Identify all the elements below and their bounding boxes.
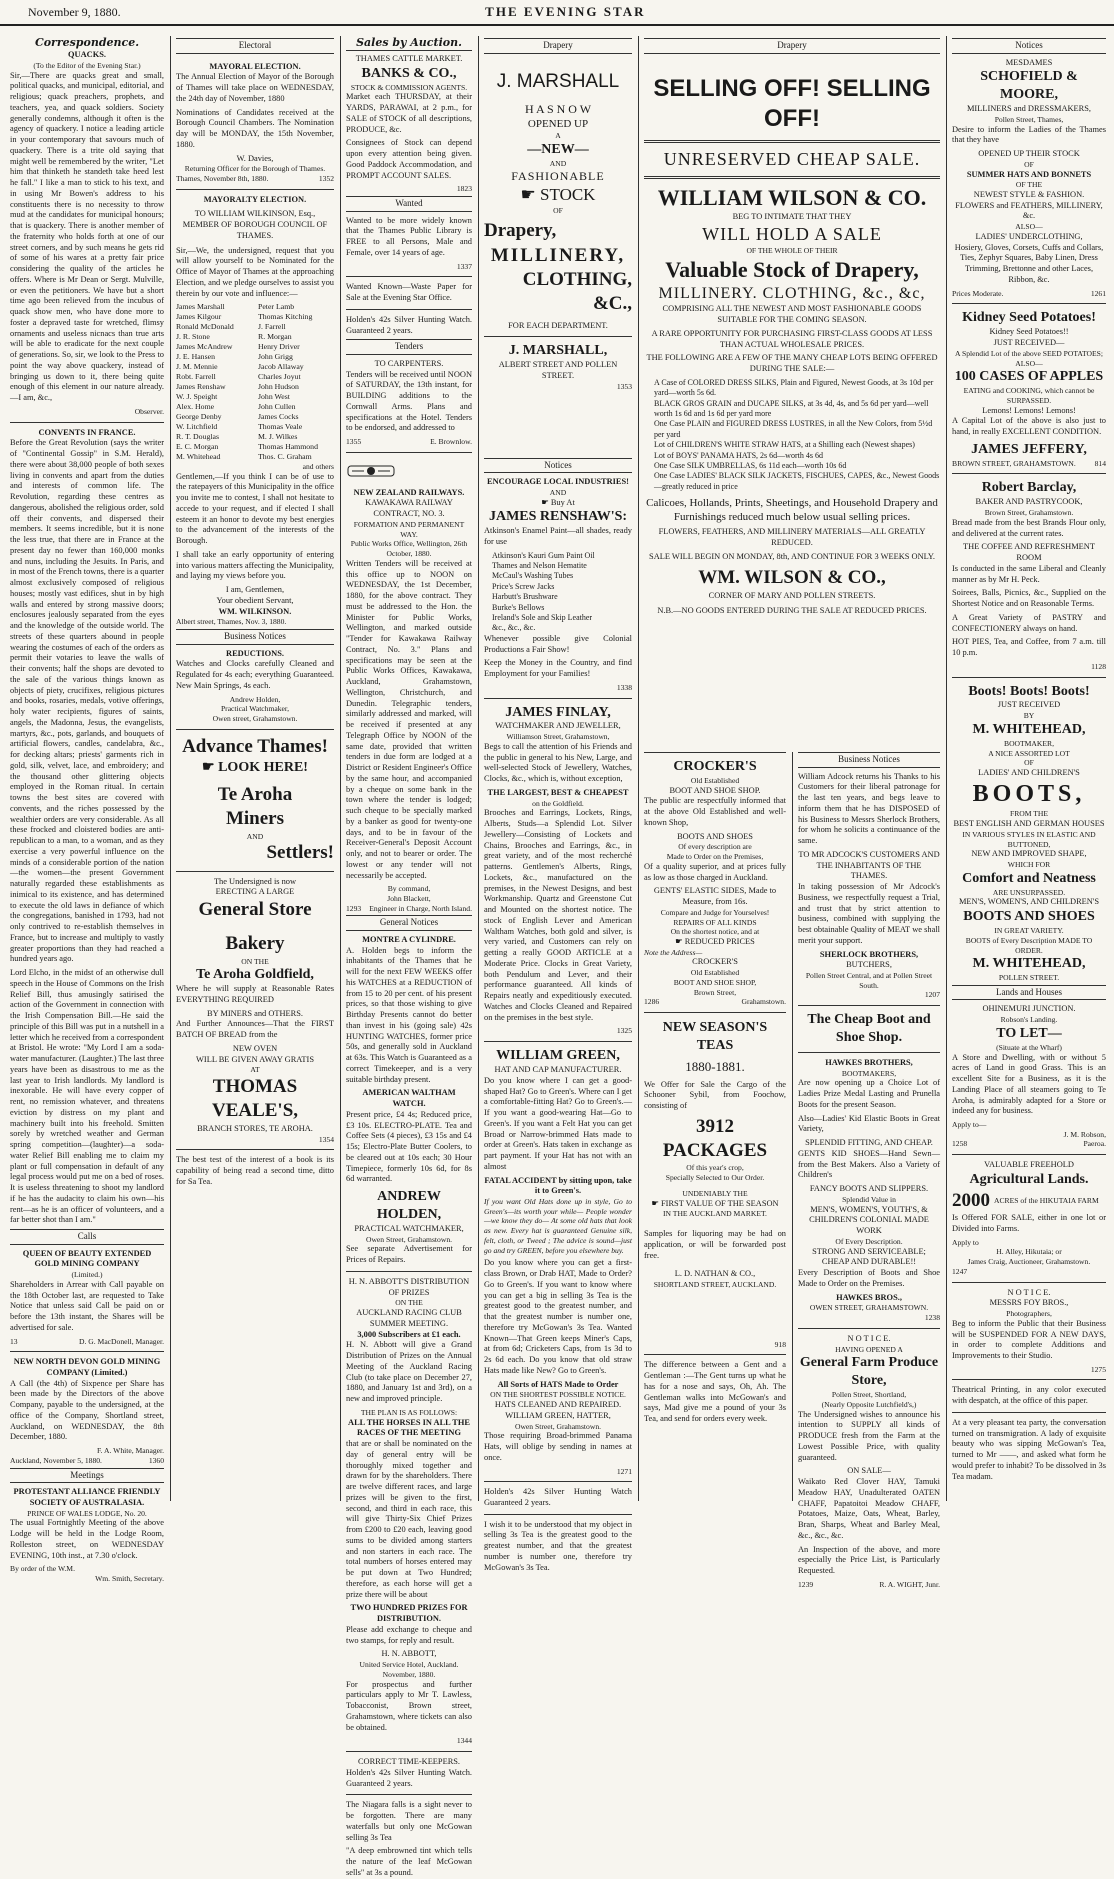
sale-lot-item: Lot of CHILDREN'S WHITE STRAW HATS, at a Shilling each (Newest shapes) bbox=[654, 440, 915, 450]
section-heading: Business Notices bbox=[176, 629, 334, 645]
signatory-name: Thos. C. Graham bbox=[258, 451, 312, 461]
signatory-name: John Hudson bbox=[258, 382, 299, 392]
look-here-banner: ☛ LOOK HERE! bbox=[202, 760, 308, 776]
first-value-line: ☛ FIRST VALUE OF THE SEASON bbox=[651, 1198, 779, 1208]
column-auction: Sales by Auction. THAMES CATTLE MARKET. BANKS & CO., STOCK & COMMISSION AGENTS. Market each THURSDAY, at their YARDS, PARAWAI, at 2 p.m., for SALE of STOCK of all descriptions, PRODUCE, &c. Consignees of Stock can depend upon every attention being given. Good Paddock Accommodation, and PROMPT ACCOUNT SALES. 1823 Wanted Wanted to be more widely known that the Thames Public Library is FREE to all Persons, Male and Female, over 14 years of age. 1337 Wanted Known—Waste Paper for Sale at the Evening Star Office. Holden's 42s Silver Hunting Watch. Guaranteed 2 years. Tenders TO CARPENTERS. Tenders will be received until NOON of SATURDAY, the 13th instant, for BUILDING additions to the Cornwall Arms. Plans and specifications at the Hotel. Tenders to be endorsed, and addressed to 1355 E. Brownlow. NEW ZEALAND RAILWAYS. KAWAKAWA RAILWAY CONTRACT, NO. 3. FORMATION AND PERMANENT WAY. Public Works Office, Wellington, 26th October, 1880. Written Tenders will be received at this office up to NOON on WEDNESDAY, the 1st December, 1880, for the above contract. They must be addressed to the Hon. the Minister for Public Works, Wellington, and marked outside "Tender for Kawakawa Railway Contract, No. 3." Plans and specifications may be seen at the Public Works Offices, Kawakawa, Auckland, Grahamstown, Wellington, Christchurch, and Dunedin. Telegraphic tenders, similarly addressed and marked, will be received if presented at any Telegraph Office by NOON of the same date, provided that written tenders in due form are lodged at a District or Resident Engineer's Office by the same hour, and accompanied by a cheque on some bank in the town where the tender is lodged; such cheque to be specially marked by a banker as good for twenty-one days, and to be in favour of the Receiver-General's Deposit Account only, and not to bearer or order. The lowest or any tender will not necessarily be accepted. By command, John Blackett, 1293 Engineer in Charge, North Island. General Notices MONTRE A CYLINDRE. A. Holden begs to inform the inhabitants of the Thames that he will for the next FEW WEEKS offer his WATCHES at a REDUCTION of from 15 to 20 per cent. of his present prices, so that those wishing to give Birthday Presents cannot do better than invest in his (going sale) 42s HUNTING WATCHES, former price 50s, and generally sold in Auckland at 63s. This Watch is Guaranteed as a correct Timekeeper, and is a very suitable birthday present. AMERICAN WALTHAM WATCH. Present price, £4 4s; Reduced price, £3 10s. ELECTRO-PLATE. Tea and Coffee Sets (4 pieces), £3 15s and £4 15s; Electro-Plate Butter Coolers, to be cleared out at 10s each; 30 Hour Timepiece, formerly 10s 6d, for 8s 6d warranted. ANDREW HOLDEN, PRACTICAL WATCHMAKER, Owen Street, Grahamstown. See separate Advertisement for Prices of Repairs. H. N. ABBOTT'S DISTRIBUTION OF PRIZES ON THE AUCKLAND RACING CLUB SUMMER MEETING. 3,000 Subscribers at £1 each. H. N. Abbott will give a Grand Distribution of Prizes on the Annual Meeting of the Auckland Racing Club (to take place on December 27, 1880, and January 1st and 3rd), on a new and improved principle. THE PLAN IS AS FOLLOWS: ALL THE HORSES IN ALL THE RACES OF THE MEETING that are or shall be nominated on the day of general entry will be thoroughly mixed together and drawn for by the shareholders. There are twelve different races, and large prizes will be given to the first, second, and third in each race, this will give Thirty-Six Chief Prizes from £200 to £20 each, leaving good sums to be divided among starters and non starters in each race. The total numbers of horses entered may be put down at Two Hundred; therefore, as each horse will get a prize there will be about TWO HUNDRED PRIZES FOR DISTRIBUTION. Please add exchange to cheque and two stamps, for reply and result. H. N. ABBOTT, United Service Hotel, Auckland. November, 1880. For prospectus and further particulars apply to Mr T. Lawless, Tobacconist, Brown street, Grahamstown, where tickets can also be obtained. 1344 CORRECT TIME-KEEPERS. Holden's 42s Silver Hunting Watch. Guaranteed 2 years. The Niagara falls is a sight never to be forgotten. There are many waterfalls but only one McGowan selling 3s Tea "A deep embrowned tint which tells the nature of the leaf McGowan sells" at 3s a pound. bbox=[346, 36, 473, 1877]
signatory-name: E. C. Morgan bbox=[176, 442, 219, 452]
product-item: McCaul's Washing Tubes bbox=[492, 571, 574, 581]
pointing-hand-icon: ☛ bbox=[202, 760, 219, 776]
article-body: Before the Great Revolution (says the writer of "Continental Gossip" in S.M. Herald), there were about 38,000 people of both sexes living in convents and apart from the duties and interests of common life. The Revolution, regarding these centres as dangerous, abolished the religious order, sold off their convents, and dispersed their members. It seems incredible, but it is none the less true, that there are in France at the present day no fewer than 160,000 monks and nuns, including the Jesuits. In Paris, and in most of the French towns, there is a quarter almost exclusively composed of religious houses; mostly vast edifices, shut in by high walls and entered by strong massive doors; enclosures jealously separated from the eyes and the knowledge of the outside world. The streets of these quarters abound in people wearing the costumes of each of the orders as permit their votaries to leave the walls of their convents; half the shops are devoted to the sale of the various things known as objects of piety, crucifixes, religious pictures and books, rosaries, medals, votive offerings, holy water recipients, figures of saints, angels, the Madonna, Jesus, the evangelists, martyrs, &c., pots, garlands, and bouquets of artificial flowers, candles, candelabra, &c., for decking altars; priests' garments rich in gold, silk, velvet, lace, and embroidery; and the thousand other glittering objects employed in the Roman ritual. In certain towns the best sites are covered with convents, and the riches possessed by the wealthier orders are very considerable. As all these frocked and cloistered bodies are anti-republican to a man, to a woman, and as they exercise a very powerful influence on the minds of a considerable portion of the nation—the women—the present Government naturally regarded these establishments as inimical to its existence, and has determined to execute the old laws in defiance of which the congregations, banished in 1793, had not only contrived to re-establish themselves in France, but to increase and multiply to vastly greater proportions than they had reached a hundred years ago. bbox=[10, 438, 164, 964]
signatory-name: R. Morgan bbox=[258, 332, 292, 342]
stock-heading: ☛ STOCK bbox=[520, 184, 596, 204]
section-heading: Notices bbox=[484, 458, 632, 474]
signatory-name: Thomas Kitching bbox=[258, 312, 313, 322]
signatory-name: James Marshall bbox=[176, 302, 225, 312]
section-heading: Drapery bbox=[484, 38, 632, 54]
section-heading: Calls bbox=[10, 1229, 164, 1245]
signatory-name: Thomas Hammond bbox=[258, 442, 318, 452]
product-item: Harbutt's Brushware bbox=[492, 592, 558, 602]
product-item: &c., &c., &c. bbox=[492, 623, 536, 633]
signatory-name: Jacob Allaway bbox=[258, 362, 304, 372]
article-body: Lord Elcho, in the midst of an otherwise dull speech in the House of Commons on the Irish Relief Bill, thus amusingly satirised the action of the Government in connection with the Irish Compensation Bill.—He said the principle of this Bill was put in a nutshell in a letter which he received from a correspondent at Bristol. He wrote: "My Lord I am a soda-water manufacturer. (Laughter.) The last three years have been as disastrous to me as the last year to Irish landlords. My landlord is inexorable. He will have every copper of rent, no remission whatever, and threatens eviction by distress on my plant and machinery built into his freehold. Smitten sorely by wretched weather and German spring competition—(laughter)—a soda-water Relief Bill enabling me to claim my plant or full compensation in default of any legal process would put me on a bed of roses. It is useless threatening to shoot my landlord if he has the audacity to claim his own—his rent—as he is an officer of volunteers, and a far better shot than I am." bbox=[10, 968, 165, 1225]
sale-lots-list bbox=[644, 378, 940, 492]
product-item: Ireland's Sole and Skip Leather bbox=[492, 613, 593, 623]
product-list bbox=[484, 551, 632, 634]
column-rule bbox=[946, 36, 947, 1501]
issue-date: November 9, 1880. bbox=[28, 4, 121, 19]
royal-crest-icon bbox=[346, 462, 396, 480]
reduced-prices-line: ☛ REDUCED PRICES bbox=[675, 936, 755, 946]
signatory-name: Thomas Veale bbox=[258, 422, 303, 432]
section-heading: Lands and Houses bbox=[952, 985, 1106, 1001]
signatory-name: Peter Lamb bbox=[258, 302, 295, 312]
column-rule bbox=[478, 36, 479, 1501]
column-rule bbox=[340, 36, 341, 1501]
product-item: Price's Screw Jacks bbox=[492, 581, 555, 591]
signatory-list bbox=[176, 302, 334, 462]
pointing-hand-icon: ☛ bbox=[651, 1198, 661, 1208]
section-heading: Tenders bbox=[346, 339, 472, 355]
signatory-name: Alex. Home bbox=[176, 402, 215, 412]
sale-lot-item: One Case SILK UMBRELLAS, 6s 11d each—worth 10s 6d bbox=[654, 460, 847, 470]
signatory-name: J. R. Stone bbox=[176, 332, 210, 342]
signatory-name: Robt. Farrell bbox=[176, 372, 216, 382]
sale-lot-item: BLACK GROS GRAIN and DUCAPE SILKS, at 3s 4d, 4s, and 5s 6d per yard—well worth 1s 6d and 1s 6d per yard more bbox=[654, 398, 929, 418]
signatory-name: George Denby bbox=[176, 412, 222, 422]
signatory-name: J. M. Mennie bbox=[176, 362, 218, 372]
newspaper-title: THE EVENING STAR bbox=[485, 4, 646, 19]
signatory-name: Charles Joyut bbox=[258, 372, 301, 382]
column-correspondence: Correspondence. QUACKS. (To the Editor of the Evening Star.) Sir,—There are quacks great and small, political quacks, and municipal, editorial, and religious; quack preachers, prophets, and teachers, yea, and quack soldiers. Society generally condemns, although it often is the agency of quackery. I notice a leading article in your contemporary that savours much of quackery. There is a trite old saying that might well be remembered by the writer, "Let him that thinketh he standeth take heed lest he fall." I like a man to stick to his text, and in using Mr Bowen's address to his constituents there is no necessity to throw mud at the candidates for municipal honours; that is quackery. There is another member of the fraternity who holds forth at one of our street corners, and by such means he gets rid of some of his wares at a pretty fair price considering the quality of the articles he offers. Where is Mr Dean or Sergt. Mulville, or even the petitioners. We have but a short time ago been relieved from the incubus of quack show men, who have done more to foster a depraved taste for wretched, flimsy ornaments and useless nicnacs than true arts will be able to eradicate for the next couple of generations. So, sir, we look to the Press to point the way above quackery, instead of bringing us down to it, there being quite enough of this element in our nature already.—I am, &c., Observer. CONVENTS IN FRANCE. Before the Great Revolution (says the writer of "Continental Gossip" in S.M. Herald), there were about 38,000 people of both sexes living in convents and apart from the duties and interests of common life. The Revolution, regarding these centres as dangerous, abolished the religious order, sold off their convents, and dispersed their members. It seems incredible, but it is none the less true, that there are in France at the present day no fewer than 160,000 monks and nuns, including the Jesuits. In Paris, and in most of the French towns, there is a quarter almost exclusively composed of religious houses; mostly vast edifices, shut in by high walls and entered by strong massive doors; enclosures jealously separated from the eyes and the knowledge of the outside world. The streets of these quarters abound in people wearing the costumes of each of the orders as permit their votaries to leave the walls of their convents; half the shops are devoted to the sale of the various things known as objects of piety, crucifixes, religious pictures and books, rosaries, medals, votive offerings, holy water recipients, figures of saints, angels, the Madonna, Jesus, the evangelists, martyrs, &c., pots, garlands, and bouquets of artificial flowers, candles, candelabra, &c., for decking altars; priests' garments rich in gold, silk, velvet, lace, and embroidery; and the thousand other glittering objects employed in the Roman ritual. In certain towns the best sites are covered with convents, and the riches possessed by the wealthier orders are very considerable. As all these frocked and cloistered bodies are anti-republican to a man, to a woman, and as they exercise a very powerful influence on the minds of a considerable portion of the nation—the women—the present Government naturally regarded these establishments as inimical to its existence, and has determined to execute the old laws in defiance of which the congregations, banished in 1793, had not only contrived to re-establish themselves in France, but to increase and multiply to vastly greater proportions than they had reached a hundred years ago. Lord Elcho, in the midst of an otherwise dull speech in the House of Commons on the Irish Relief Bill, thus amusingly satirised the action of the Government in connection with the Irish Compensation Bill.—He said the principle of this Bill was put in a nutshell in a letter which he received from a correspondent at Bristol. He wrote: "My Lord I am a soda-water manufacturer. (Laughter.) The last three years have been as disastrous to me as the last year to Irish landlords. My landlord is inexorable. He will have every copper of rent, no remission whatever, and threatens eviction by distress on my plant and machinery built into his freehold. Smitten sorely by wretched weather and German spring competition—(laughter)—a soda-water Relief Bill enabling me to claim my plant or full compensation in default of any legal process would put me on a bed of roses. It is useless threatening to shoot my landlord if he has the audacity to claim his own—his rent—as he is an officer of volunteers, and a far better shot than I am." Calls QUEEN OF BEAUTY EXTENDED GOLD MINING COMPANY (Limited.) Shareholders in Arrear with Call payable on the 18th October last, are requested to Take Notice that unless said Call be paid on or before the 13th instant, the Shares will be advertised for sale. 13 D. G. MacDonell, Manager. NEW NORTH DEVON GOLD MINING COMPANY (Limited.) A Call (the 4th) of Sixpence per Share has been made by the Directors of the above Company, payable to the undersigned, at the office of the Company, Shortland street, Auckland, on WEDNESDAY, the 8th December, 1880. F. A. White, Manager. Auckland, November 5, 1880. 1360 Meetings PROTESTANT ALLIANCE FRIENDLY SOCIETY OF AUSTRALASIA. PRINCE OF WALES LODGE, No. 20. The usual Fortnightly Meeting of the above Lodge will be held in the Lodge Room, Rolleston street, on WEDNESDAY EVENING, 10th inst., at 7.30 o'clock. By order of the W.M. Wm. Smith, Secretary. bbox=[10, 36, 165, 1584]
signatory-name: W. J. Speight bbox=[176, 392, 218, 402]
signatory-name: W. Litchfield bbox=[176, 422, 218, 432]
signatory-name: James McAndrew bbox=[176, 342, 233, 352]
section-heading: Business Notices bbox=[798, 752, 940, 768]
signatory-name: James Renshaw bbox=[176, 382, 226, 392]
sale-lot-item: One Case PLAIN and FIGURED DRESS LUSTRES, in all the New Colors, from 5½d per yard bbox=[654, 419, 933, 439]
signatory-name: Henry Driver bbox=[258, 342, 300, 352]
column-wilson-sale: Drapery SELLING OFF! SELLING OFF! UNRESERVED CHEAP SALE. WILLIAM WILSON & CO. BEG TO INTIMATE THAT THEY WILL HOLD A SALE OF THE WHOLE OF THEIR Valuable Stock of Drapery, MILLINERY. CLOTHING, &c., &c, COMPRISING ALL THE NEWEST AND MOST FASHIONABLE GOODS SUITABLE FOR THE COMING SEASON. A RARE OPPORTUNITY FOR PURCHASING FIRST-CLASS GOODS AT LESS THAN ACTUAL WHOLESALE PRICES. THE FOLLOWING ARE A FEW OF THE MANY CHEAP LOTS BEING OFFERED DURING THE SALE:— A Case of COLORED DRESS SILKS, Plain and Figured, Newest Goods, at 3s 10d per yard—worth 5s 6d. BLACK GROS GRAIN and DUCAPE SILKS, at 3s 4d, 4s, and 5s 6d per yard—well worth 1s 6d and 1s 6d per yard more One Case PLAIN and FIGURED DRESS LUSTRES, in all the New Colors, from 5½d per yard Lot of CHILDREN'S WHITE STRAW HATS, at a Shilling each (Newest shapes) Lot of BOYS' PANAMA HATS, 2s 6d—worth 4s 6d One Case SILK UMBRELLAS, 6s 11d each—worth 10s 6d One Case LADIES' BLACK SILK JACKETS, FISCHUES, CAPES, &c., Newest Goods—greatly reduced in price Calicoes, Hollands, Prints, Sheetings, and Household Drapery and Furnishings reduced much below usual selling prices. FLOWERS, FEATHERS, AND MILLINERY MATERIALS—ALL GREATLY REDUCED. SALE WILL BEGIN ON MONDAY, 8th, AND CONTINUE FOR 3 WEEKS ONLY. WM. WILSON & CO., CORNER OF MARY AND POLLEN STREETS. N.B.—NO GOODS ENTERED DURING THE SALE AT REDUCED PRICES. bbox=[640, 36, 944, 1501]
section-heading: General Notices bbox=[346, 915, 472, 931]
pointing-hand-icon: ☛ bbox=[675, 936, 685, 946]
pointing-hand-icon: ☛ bbox=[520, 184, 541, 204]
article-body: Sir,—There are quacks great and small, political quacks, and municipal, editorial, and religious; quack preachers, prophets, and teachers, yea, and quack soldiers. Society generally condemns, although it often is the agency of quackery. I notice a leading article in your contemporary that savours much of quackery. There is a trite old saying that might well be remembered by the writer, "Let him that thinketh he standeth take heed lest he fall." I like a man to stick to his text, and in using Mr Bowen's address to his constituents there is no necessity to throw mud at the candidates for municipal honours; that is quackery. There is another member of the fraternity who holds forth at one of our street corners, and by such means he gets rid of some of his wares at a pretty fair price considering the quality of the articles he offers. Where is Mr Dean or Sergt. Mulville, or even the petitioners. We have but a short time ago been relieved from the incubus of quack show men, who have done more to foster a depraved taste for wretched, flimsy ornaments and useless nicnacs than true arts will be able to eradicate for the next couple of generations. So, sir, we look to the Press to point the way above quackery, instead of bringing us down to it, there being quite enough of this element in our nature already.—I am, &c., bbox=[10, 70, 164, 403]
product-item: Atkinson's Kauri Gum Paint Oil bbox=[492, 550, 595, 560]
section-heading: Sales by Auction. bbox=[346, 36, 472, 51]
sale-lot-item: A Case of COLORED DRESS SILKS, Plain and Figured, Newest Goods, at 3s 10d per yard—worth 5s 6d. bbox=[654, 377, 934, 398]
sale-lot-item: One Case LADIES' BLACK SILK JACKETS, FISCHUES, CAPES, &c., Newest Goods—greatly reduced in price bbox=[654, 471, 940, 491]
masthead bbox=[0, 0, 1114, 26]
sale-lot-item: Lot of BOYS' PANAMA HATS, 2s 6d—worth 4s 6d bbox=[654, 450, 823, 460]
section-heading: Correspondence. bbox=[34, 36, 140, 49]
product-item: Thames and Nelson Hematite bbox=[492, 561, 587, 571]
signatory-name: James Kilgour bbox=[176, 312, 222, 322]
signatory-name: John Grigg bbox=[258, 352, 293, 362]
column-rule bbox=[792, 752, 793, 1501]
signatory-name: J. E. Hansen bbox=[176, 352, 215, 362]
signatory-name: James Cocks bbox=[258, 412, 299, 422]
section-heading: Electoral bbox=[176, 38, 334, 54]
signatory-name: M. J. Wilkes bbox=[258, 432, 298, 442]
section-heading: Drapery bbox=[644, 38, 940, 54]
pointing-hand-icon: ☛ bbox=[541, 497, 551, 507]
signatory-name: John Cullen bbox=[258, 402, 296, 412]
article-title: CONVENTS IN FRANCE. bbox=[38, 427, 136, 437]
section-heading: Wanted bbox=[346, 196, 472, 212]
signatory-name: Ronald McDonald bbox=[176, 322, 234, 332]
section-heading: Meetings bbox=[10, 1468, 164, 1484]
signatory-name: J. Farrell bbox=[258, 322, 286, 332]
column-notices: Notices MESDAMES SCHOFIELD & MOORE, MILLINERS and DRESSMAKERS, Pollen Street, Thames, Desire to inform the Ladies of the Thames that they have OPENED UP THEIR STOCK OF SUMMER HATS AND BONNETS OF THE NEWEST STYLE & FASHION. FLOWERS and FEATHERS, MILLINERY, &c. ALSO— LADIES' UNDERCLOTHING, Hosiery, Gloves, Corsets, Cuffs and Collars, Ties, Zephyr Squares, Baby Linen, Dress Trimming, Brettonne and other Laces, Ribbon, &c. Prices Moderate. 1261 Kidney Seed Potatoes! Kidney Seed Potatoes!! JUST RECEIVED— A Splendid Lot of the above SEED POTATOES; ALSO— 100 CASES OF APPLES EATING and COOKING, which cannot be SURPASSED. Lemons! Lemons! Lemons! A Capital Lot of the above is also just to hand, in really EXCELLENT CONDITION. JAMES JEFFERY, BROWN STREET, GRAHAMSTOWN. 814 Robert Barclay, BAKER AND PASTRYCOOK, Brown Street, Grahamstown. Bread made from the best Brands Flour only, and delivered at the current rates. THE COFFEE AND REFRESHMENT ROOM Is conducted in the same Liberal and Cleanly manner as by Mr H. Peck. Soirees, Balls, Picnics, &c., Supplied on the Shortest Notice and on Reasonable Terms. A Great Variety of PASTRY and CONFECTIONERY always on hand. HOT PIES, Tea, and Coffee, from 7 a.m. till 10 p.m. 1128 Boots! Boots! Boots! JUST RECEIVED BY M. WHITEHEAD, BOOTMAKER, A NICE ASSORTED LOT OF LADIES' AND CHILDREN'S BOOTS, FROM THE BEST ENGLISH AND GERMAN HOUSES IN VARIOUS STYLES IN ELASTIC AND BUTTONED, NEW AND IMPROVED SHAPE, WHICH FOR Comfort and Neatness ARE UNSURPASSED. MEN'S, WOMEN'S, AND CHILDREN'S BOOTS AND SHOES IN GREAT VARIETY. BOOTS of Every Description MADE TO ORDER. M. WHITEHEAD, POLLEN STREET. Lands and Houses OHINEMURI JUNCTION. Robson's Landing. TO LET— (Situate at the Wharf) A Store and Dwelling, with or without 5 acres of Land in good Grass. This is an excellent Site for a Business, as it is the Landing Place of all steamers going to Te Aroha, is admirably adapted for a Store or indeed any for business. Apply to— J. M. Robson, 1258 Paeroa. VALUABLE FREEHOLD Agricultural Lands. 2000 ACRES of the HIKUTAIA FARM Is Offered FOR SALE, either in one lot or Divided into Farms. Apply to H. Alley, Hikutaia; or James Craig, Auctioneer, Grahamstown. 1247 N O T I C E. MESSRS FOY BROS., Photographers, Beg to inform the Public that their Business will be SUSPENDED FOR A NEW DAYS, in order to complete Additions and Improvements to their Studio. 1275 Theatrical Printing, in any color executed with despatch, at the office of this paper. At a very pleasant tea party, the conversation turned on transmigration. A lady of exquisite beauty who was sipping McGowan's Tea, turned to Mr ——, and asked what form he would prefer to inhabit? To be dissolved in 3s Tea madam. bbox=[952, 40, 1106, 1481]
article-title: QUACKS. bbox=[68, 50, 106, 60]
column-crocker-nathan: CROCKER'S Old Established BOOT AND SHOE SHOP. The public are respectfully informed that at the above Old Established and well-known Shop, BOOTS AND SHOES Of every description are Made to Order on the Premises, Of a quality superior, and at prices fully as low as those charged in Auckland. GENTS' ELASTIC SIDES, Made to Measure, from 16s. Compare and Judge for Yourselves! REPAIRS OF ALL KINDS On the shortest notice, and at ☛ REDUCED PRICES Note the Address— CROCKER'S Old Established BOOT AND SHOE SHOP, Brown Street, 1286 Grahamstown. NEW SEASON'S TEAS 1880-1881. We Offer for Sale the Cargo of the Schooner Sybil, from Foochow, consisting of 3912 PACKAGES Of this year's crop, Specially Selected to Our Order. UNDENIABLY THE ☛ FIRST VALUE OF THE SEASON IN THE AUCKLAND MARKET. Samples for liquoring may be had on application, or will be forwarded post free. L. D. NATHAN & CO., SHORTLAND STREET, AUCKLAND. 918 The difference between a Gent and a Gentleman :—The Gent turns up what he has for a nose and says, Oh, Ah. The Gentleman walks into McGowan's and says, Mad give me a pound of your 3s Tea, and send for orders every week. bbox=[640, 752, 790, 1501]
buy-at-line: ☛ Buy At bbox=[541, 497, 575, 507]
signatory-name: R. T. Douglas bbox=[176, 432, 220, 442]
section-heading: Notices bbox=[952, 38, 1106, 54]
signatory-name: John West bbox=[258, 392, 290, 402]
column-electoral: Electoral MAYORAL ELECTION. The Annual Election of Mayor of the Borough of Thames will take place on WEDNESDAY, the 24th day of November, 1880 Nominations of Candidates received at the Borough Council Chambers. The Nomination day will be MONDAY, the 15th November, 1880. W. Davies, Returning Officer for the Borough of Thames. Thames, November 8th, 1880. 1352 MAYORALTY ELECTION. TO WILLIAM WILKINSON, Esq., MEMBER OF BOROUGH COUNCIL OF THAMES. Sir,—We, the undersigned, request that you will allow yourself to be Nominated for the Office of Mayor of Thames at the approaching Election, and we pledge ourselves to assist you therein by our vote and influence:— James Marshall James Kilgour Ronald McDonald J. R. Stone James McAndrew J. E. Hansen J. M. Mennie Robt. Farrell James Renshaw W. J. Speight Alex. Home George Denby W. Litchfield R. T. Douglas E. C. Morgan M. Whitehead Peter Lamb Thomas Kitching J. Farrell R. Morgan Henry Driver John Grigg Jacob Allaway Charles Joyut John Hudson John West John Cullen James Cocks Thomas Veale M. J. Wilkes Thomas Hammond Thos. C. Graham and others Gentlemen,—If you think I can be of use to the ratepayers of this Municipality in the office you invite me to contest, I shall not hesitate to accede to your request, and if elected I shall esteem it an honor to devote my best energies to the advancement of the interests of the Borough. I shall take an early opportunity of entering into various matters affecting the Municipality, and laying my views before you. I am, Gentlemen, Your obedient Servant, WM. WILKINSON. Albert street, Thames, Nov. 3, 1880. Business Notices REDUCTIONS. Watches and Clocks carefully Cleaned and Regulated for 4s each; everything Guaranteed. New Main Springs, 4s each. Andrew Holden, Practical Watchmaker, Owen street, Grahamstown. Advance Thames! ☛ LOOK HERE! Te Aroha Miners AND Settlers! The Undersigned is now ERECTING A LARGE General Store Bakery ON THE Te Aroha Goldfield, Where he will supply at Reasonable Rates EVERYTHING REQUIRED BY MINERS and OTHERS. And Further Announces—That the FIRST BATCH OF BREAD from the NEW OVEN WILL BE GIVEN AWAY GRATIS AT THOMAS VEALE'S, BRANCH STORES, TE AROHA. 1354 The best test of the interest of a book is its capability of being read a second time, ditto for Sa Tea. bbox=[176, 40, 334, 1186]
product-item: Burke's Bellows bbox=[492, 602, 545, 612]
column-drapery-notices: Drapery J. MARSHALL H A S N O W OPENED UP A —NEW— AND FASHIONABLE ☛ STOCK OF Drapery, MILLINERY, CLOTHING, &C., FOR EACH DEPARTMENT. J. MARSHALL, ALBERT STREET AND POLLEN STREET. 1353 Notices ENCOURAGE LOCAL INDUSTRIES! AND ☛ Buy At JAMES RENSHAW'S: Atkinson's Enamel Paint—all shades, ready for use Atkinson's Kauri Gum Paint Oil Thames and Nelson Hematite McCaul's Washing Tubes Price's Screw Jacks Harbutt's Brushware Burke's Bellows Ireland's Sole and Skip Leather &c., &c., &c. Whenever possible give Colonial Productions a Fair Show! Keep the Money in the Country, and find Employment for your Families! 1338 JAMES FINLAY, WATCHMAKER AND JEWELLER, Williamson Street, Grahamstown, Begs to call the attention of his Friends and the public in general to his New, Large, and well-selected Stock of Jewellery, Watches, Clocks, &c., which is, without exception, THE LARGEST, BEST & CHEAPEST on the Goldfield. Brooches and Earrings, Lockets, Rings, Alberts, Studs—a Splendid Lot. Silver Jewellery—Consisting of Lockets and Chains, Brooches and Earrings, &c., in great variety, and of the most recherché patterns. Gentlemen's Alberts, Rings, Lockets, &c., manufactured on the premises, in the Newest Designs, and best Workmanship. Quartz and Greenstone Cut and Mounted on the shortest notice. The stock of English Lever and American Waltham Watches, both gold and silver, is very varied, and Customers can rely on getting a really GOOD ARTICLE at a Moderate Price. Clocks in Great Variety, both Pendulum and Lever, and their performance guaranteed. All kinds of Repairs neatly and expeditiously executed. Watches and Clocks Cleaned and Repaired on the premises in the best style. 1325 WILLIAM GREEN, HAT AND CAP MANUFACTURER. Do you know where I can get a good-shaped Hat? Go to Green's. Where can I get a comfortable-fitting Hat? Go to Green's.—If you want a good-wearing Hat—Go to Green's. If you want a Felt Hat you can get Broad or Narrow-brimmed Hats made to order at Green's. Hats taken in exchange as part payment. If your Hat has not with an almost FATAL ACCIDENT by sitting upon, take it to Green's. If you want Old Hats done up in style, Go to Green's—its worth your while— People wonder—we know they do— At some old hats that look as new. Every hat is guaranteed Genuine silk, felt, cloth, or Tweed ; The advice is sound—just go and try GREEN, before you elsewhere buy. Do you know where you can get a first-class Brown, or Drab HAT, Made to Order? Go to Green's. If you want to know where you can get a big in selling 3s Tea is the greatest good to the greatest number, and that the greatest number is number one, therefore try McGowan's 3s Tea. Wanted Known—That Green keeps Miner's Caps, at from 6d; Cricketers Caps, from 1s 3d to 2s 6d each. Do you know that old straw Hats made like New? Go to Green's. All Sorts of HATS Made to Order ON THE SHORTEST POSSIBLE NOTICE. HATS CLEANED AND REPAIRED. WILLIAM GREEN, HATTER, Owen Street, Grahamstown. Those requiring Broad-brimmed Panama Hats, will oblige by sending in names at once. 1271 Holden's 42s Silver Hunting Watch Guaranteed 2 years. I wish it to be understood that my object in selling 3s Tea is the greatest good to the greatest number, and that the greatest number is number one, therefore try McGowan's 3s Tea. bbox=[484, 40, 632, 1572]
signatory-name: M. Whitehead bbox=[176, 451, 221, 461]
column-rule bbox=[170, 36, 171, 1501]
column-rule bbox=[638, 36, 639, 1501]
column-business-notices: Business Notices William Adcock returns his Thanks to his Customers for their liberal patronage for the last ten years, and begs leave to inform them that he has DISPOSED of his Business to Messrs Sherlock Brothers, for whom he solicits a continuance of the same. TO MR ADCOCK'S CUSTOMERS AND THE INHABITANTS OF THE THAMES. In taking possession of Mr Adcock's Business, we respectfully request a Trial, and trust that by strict attention to business, combined with supplying the best obtainable Quality of MEAT we shall merit your support. SHERLOCK BROTHERS, BUTCHERS, Pollen Street Central, and at Pollen Street South. 1207 The Cheap Boot and Shoe Shop. HAWKES BROTHERS, BOOTMAKERS, Are now opening up a Choice Lot of Ladies Prize Medal Lasting and Prunella Boots for the present Season. Also—Ladies' Kid Elastic Boots in Great Variety, SPLENDID FITTING, AND CHEAP. GENTS KID SHOES—Hand Sewn—from the Best Makers. Also a Variety of Children's FANCY BOOTS AND SLIPPERS. Splendid Value in MEN'S, WOMEN'S, YOUTH'S, & CHILDREN'S COLONIAL MADE WORK Of Every Description. STRONG AND SERVICEABLE; CHEAP AND DURABLE!! Every Description of Boots and Shoe Made to Order on the Premises. HAWKES BROS., OWEN STREET, GRAHAMSTOWN. 1238 N O T I C E. HAVING OPENED A General Farm Produce Store, Pollen Street, Shortland, (Nearly Opposite Lutchfield's,) The Undersigned wishes to announce his intention to SUPPLY all kinds of PRODUCE fresh from the Farm at the Lowest Possible Price, with quality guaranteed. ON SALE— Waikato Red Clover HAY, Tamuki Meadow HAY, Unadulterated OATEN CHAFF, Papatoitoi Meadow CHAFF, Potatoes, Maize, Oats, Wheat, Barley, Bran, Sharps, Wheat and Barley Meal, &c., &c., &c. An Inspection of the above, and more especially the Price List, is Particularly Requested. 1239 R. A. WIGHT, Junr. bbox=[798, 754, 940, 1589]
